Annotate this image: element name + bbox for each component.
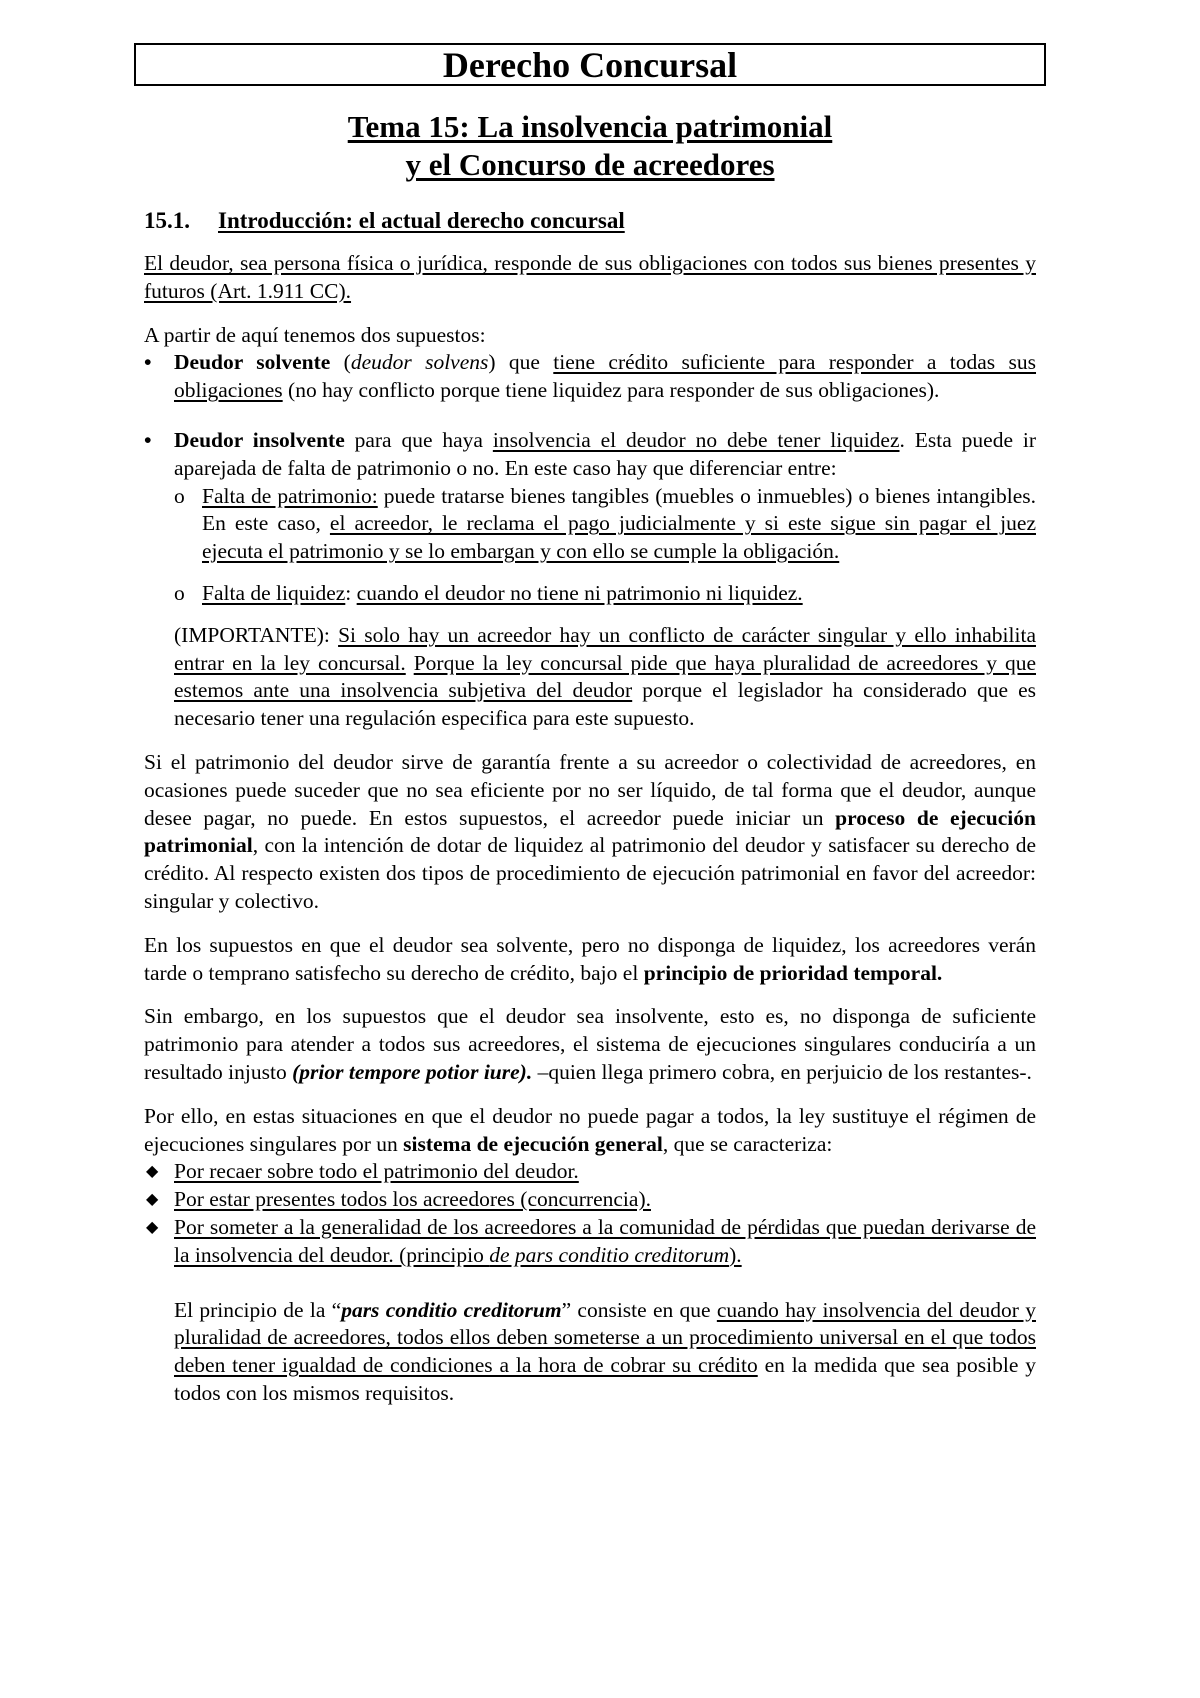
paragraph-pars-conditio [144, 1297, 1036, 1408]
underlined-text: El deudor, sea persona física o jurídica, responde de sus obligaciones con todos sus bienes presentes y futuros (Art. 1.911 CC). [144, 251, 1036, 303]
text: : [345, 580, 357, 605]
diamond-bullet-icon: ◆ [146, 1163, 159, 1181]
text: porque el legislador ha considerado que es necesario tener una regulación especifica para este supuesto. [174, 678, 1037, 731]
text: El principio de la “ [174, 1297, 342, 1322]
section-title: Introducción: el actual derecho concursal [218, 208, 625, 233]
bold-italic-term: pars conditio creditorum [341, 1297, 562, 1322]
text: ) que [488, 350, 554, 375]
underlined-text: Falta de patrimonio: [202, 483, 378, 508]
text: Si el patrimonio del deudor sirve de garantía frente a su acreedor o colectividad de acreedores, en ocasiones puede suceder que no sea eficiente por no ser líquido, de tal forma que el deudor, aunque desee pagar, no puede. En estos supuestos, el acreedor puede iniciar un [144, 749, 1036, 830]
diamond-bullet-icon: ◆ [146, 1191, 159, 1209]
underlined-text: Porque la ley concursal pide que haya pluralidad de acreedores y que estemos ante una insolvencia subjetiva del deudor [174, 650, 1036, 703]
text: Por ello, en estas situaciones en que el deudor no puede pagar a todos, la ley sustituye el régimen de ejecuciones singulares por un [144, 1103, 1036, 1156]
characteristic-item-1 [144, 1158, 1036, 1186]
text: Sin embargo, en los supuestos que el deudor sea insolvente, esto es, no disponga de suficiente patrimonio para atender a todos sus acreedores, el sistema de ejecuciones singulares conduciría a un resultado injusto [144, 1004, 1036, 1084]
text: –quien llega primero cobra, en perjuicio de los restantes-. [532, 1059, 1032, 1084]
text: , que se caracteriza: [662, 1131, 833, 1156]
italic-term: deudor solvens [350, 350, 489, 375]
text: Por someter a la generalidad de los acreedores a la comunidad de pérdidas que puedan derivarse de la insolvencia del deudor. (principio [174, 1214, 1036, 1267]
paragraph-debtor-liability [144, 250, 1036, 306]
bold-italic-term: (prior tempore potior iure). [292, 1059, 533, 1084]
bullet-marker: • [144, 350, 152, 375]
section-heading [144, 206, 1036, 236]
underlined-text: cuando hay insolvencia del deudor y pluralidad de acreedores, todos ellos deben someterse a un procedimiento universal en el que todos deben tener igualdad de condiciones a la hora de cobrar su crédito [174, 1297, 1036, 1378]
bold-term: Deudor solvente [174, 350, 331, 375]
bold-term: proceso de ejecución patrimonial [144, 805, 1036, 858]
characteristic-item-2 [144, 1186, 1036, 1214]
important-note [144, 622, 1036, 733]
paragraph-patrimonial-execution [144, 749, 1036, 916]
italic-term: de pars conditio creditorum [489, 1242, 730, 1267]
underlined-text: el acreedor, le reclama el pago judicialmente y si este sigue sin pagar el juez ejecuta el patrimonio y se lo embargan y con ello se cumple la obligación. [202, 511, 1036, 564]
underlined-text: Si solo hay un acreedor hay un conflicto de carácter singular y ello inhabilita entrar en la ley concursal. [174, 622, 1036, 675]
paragraph-general-execution [144, 1103, 1036, 1159]
diamond-bullet-icon: ◆ [146, 1218, 159, 1236]
text: ( [330, 350, 351, 375]
sub-bullet-marker: o [174, 483, 185, 508]
text: (no hay conflicto porque tiene liquidez para responder de sus obligaciones). [282, 378, 940, 403]
topic-title-line1: Tema 15: La insolvencia patrimonial [347, 109, 833, 144]
text: para que haya [344, 427, 493, 452]
bullet-marker: • [144, 427, 152, 452]
underlined-text: cuando el deudor no tiene ni patrimonio ni liquidez. [356, 580, 803, 605]
text: puede tratarse bienes tangibles (muebles o inmuebles) o bienes intangibles. En este caso, [202, 483, 1036, 536]
underlined-text: Por recaer sobre todo el patrimonio del deudor. [174, 1159, 579, 1184]
bullet-solvent-debtor [144, 349, 1036, 405]
underlined-text [174, 1215, 1036, 1267]
topic-title [134, 108, 1046, 184]
text [406, 651, 414, 675]
subitem-lack-of-assets [144, 483, 1036, 566]
text: en la medida que sea posible y todos con los mismos requisitos. [174, 1353, 1036, 1405]
subitem-lack-of-liquidity [144, 580, 1036, 608]
characteristic-item-3 [144, 1214, 1036, 1270]
text: . Esta puede ir aparejada de falta de patrimonio o no. En este caso hay que diferenciar entre: [174, 427, 1036, 480]
underlined-text: Por estar presentes todos los acreedores (concurrencia). [174, 1187, 651, 1212]
bold-term: Deudor insolvente [174, 427, 345, 452]
topic-title-line2: y el Concurso de acreedores [405, 147, 775, 182]
paragraph-insolvent-case [144, 1003, 1036, 1086]
text: ). [729, 1242, 742, 1267]
bullet-insolvent-debtor [144, 427, 1036, 483]
text: En los supuestos en que el deudor sea solvente, pero no disponga de liquidez, los acreedores verán tarde o temprano satisfecho su derecho de crédito, bajo el [144, 932, 1036, 985]
text: ” consiste en que [561, 1297, 717, 1322]
sub-bullet-marker: o [174, 580, 185, 605]
section-number: 15.1. [144, 208, 190, 233]
important-label: (IMPORTANTE): [174, 622, 339, 647]
paragraph-solvent-case [144, 932, 1036, 988]
underlined-text: tiene crédito suficiente para responder a todas sus obligaciones [174, 350, 1037, 403]
paragraph-two-cases: A partir de aquí tenemos dos supuestos: [144, 322, 486, 347]
document-body [144, 206, 1036, 1424]
text: , con la intención de dotar de liquidez al patrimonio del deudor y satisfacer su derecho de crédito. Al respecto existen dos tipos de procedimiento de ejecución patrimonial en favor del acreedor: singular y colectivo. [144, 833, 1036, 913]
underlined-text: Falta de liquidez [202, 580, 346, 605]
bold-term: sistema de ejecución general [403, 1131, 663, 1156]
underlined-text: insolvencia el deudor no debe tener liquidez [492, 427, 900, 452]
course-title: Derecho Concursal [134, 43, 1046, 86]
bold-term: principio de prioridad temporal. [643, 960, 943, 985]
